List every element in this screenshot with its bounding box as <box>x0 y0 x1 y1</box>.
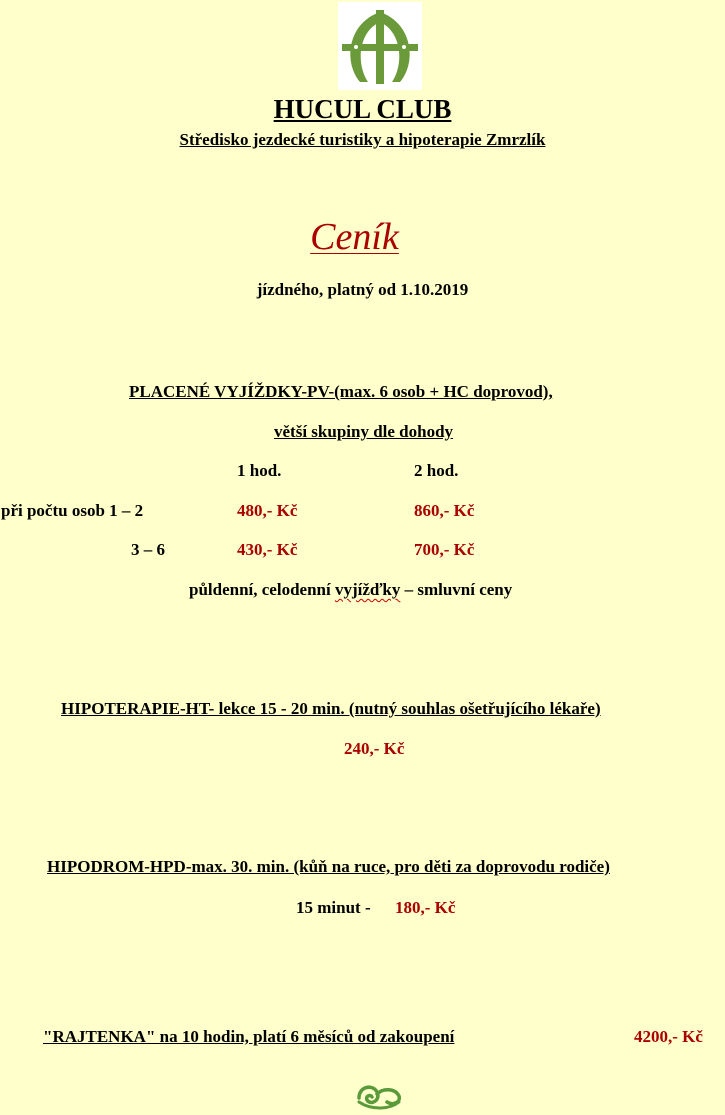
hipodrom-price: 180,- Kč <box>395 898 456 917</box>
club-subtitle: Středisko jezdecké turistiky a hipoterapie Zmrzlík <box>179 130 546 149</box>
rides-note-prefix: půldenní, celodenní <box>189 580 335 599</box>
rides-note-word: vyjížďky <box>334 580 401 599</box>
hipotherapy-heading: HIPOTERAPIE-HT- lekce 15 - 20 min. (nutný souhlas ošetřujícího lékaře) <box>61 699 601 718</box>
green-ornament-icon <box>355 1080 403 1110</box>
rides-row-price-1h: 480,- Kč <box>237 501 298 520</box>
footer-ornament <box>355 1080 403 1110</box>
rides-row-label: 3 – 6 <box>131 540 165 559</box>
club-logo <box>338 2 422 90</box>
rides-note-suffix: – smluvní ceny <box>400 580 513 599</box>
hipotherapy-price: 240,- Kč <box>344 739 405 758</box>
horseshoe-logo-icon <box>338 2 422 90</box>
rides-note <box>189 580 512 600</box>
pricelist-valid-from: jízdného, platný od 1.10.2019 <box>256 280 469 299</box>
rides-col-1h-header: 1 hod. <box>237 461 282 480</box>
hipodrom-heading: HIPODROM-HPD-max. 30. min. (kůň na ruce, pro děti za doprovodu rodiče) <box>47 857 610 876</box>
rides-col-2h-header: 2 hod. <box>414 461 459 480</box>
rajtenka-heading: "RAJTENKA" na 10 hodin, platí 6 měsíců od zakoupení <box>43 1027 455 1046</box>
rides-row-price-1h: 430,- Kč <box>237 540 298 559</box>
rides-heading: PLACENÉ VYJÍŽDKY-PV-(max. 6 osob + HC doprovod), <box>129 382 553 401</box>
rajtenka-price: 4200,- Kč <box>634 1027 703 1046</box>
rides-row-label: při počtu osob 1 – 2 <box>1 501 144 520</box>
hipodrom-duration: 15 minut - <box>296 898 371 917</box>
rides-row-price-2h: 860,- Kč <box>414 501 475 520</box>
pricelist-heading: Ceník <box>310 216 399 258</box>
rides-row-price-2h: 700,- Kč <box>414 540 475 559</box>
club-title: HUCUL CLUB <box>273 94 452 124</box>
rides-subheading: větší skupiny dle dohody <box>274 422 454 441</box>
